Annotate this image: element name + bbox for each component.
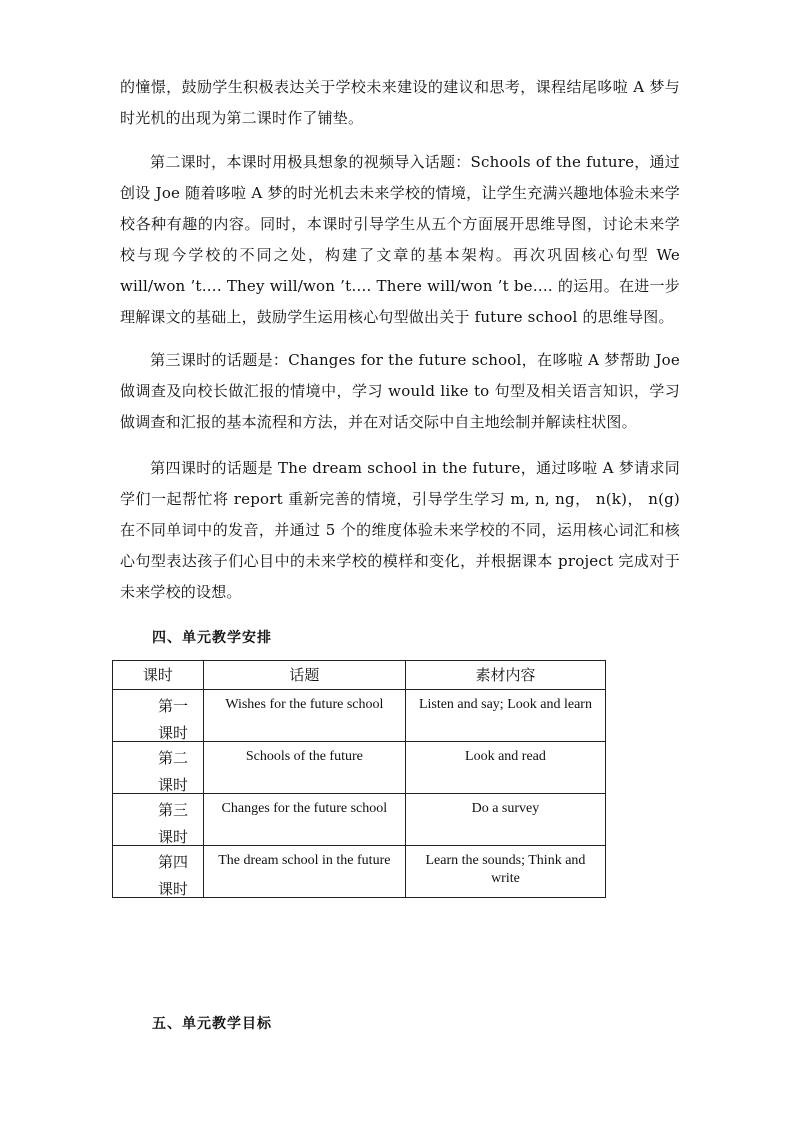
material-text: Look and read <box>465 749 546 764</box>
paragraph-intro-continuation <box>120 72 680 134</box>
table-row <box>113 846 606 898</box>
paragraph-text: 第三课时的话题是：Changes for the future school，在哆啦 A 梦帮助 Joe 做调查及向校长做汇报的情境中，学习 would like to 句型及相关语言知识，学习做调查和汇报的基本流程和方法，并在对话交际中自主地绘制并解读柱状图。 <box>120 351 680 431</box>
paragraph-lesson-two <box>120 147 680 333</box>
lesson-label: 第四课时 <box>158 853 189 898</box>
material-text: Listen and say; Look and learn <box>418 697 592 712</box>
cell-material <box>405 690 605 742</box>
cell-topic <box>203 794 405 846</box>
topic-text: Changes for the future school <box>221 801 388 816</box>
cell-topic <box>203 690 405 742</box>
material-text: Do a survey <box>471 801 540 816</box>
cell-material <box>405 742 605 794</box>
lesson-label: 第二课时 <box>158 749 189 794</box>
table-row <box>113 742 606 794</box>
table-row <box>113 690 606 742</box>
section-heading-schedule: 四、单元教学安排 <box>152 630 272 646</box>
paragraph-text: 的憧憬，鼓励学生积极表达关于学校未来建设的建议和思考，课程结尾哆啦 A 梦与时光机的出现为第二课时作了铺垫。 <box>120 78 680 127</box>
lesson-label: 第三课时 <box>158 801 189 846</box>
header-lesson: 课时 <box>113 661 204 690</box>
material-text: Learn the sounds; Think and write <box>425 853 586 886</box>
topic-text: Wishes for the future school <box>225 697 384 712</box>
cell-lesson <box>113 742 204 794</box>
cell-topic <box>203 742 405 794</box>
table-row <box>113 794 606 846</box>
paragraph-text: 第二课时，本课时用极具想象的视频导入话题：Schools of the future，通过创设 Joe 随着哆啦 A 梦的时光机去未来学校的情境，让学生充满兴趣地体验未来学校各种有趣的内容。同时，本课时引导学生从五个方面展开思维导图，讨论未来学校与现今学校的不同之处，构建了文章的基本架构。再次巩固核心句型 We will/won ’t…. They will/won ’t…. There will/won ’t be…. 的运用。在进一步理解课文的基础上，鼓励学生运用核心句型做出关于 future school 的思维导图。 <box>120 153 680 326</box>
topic-text: The dream school in the future <box>218 853 391 868</box>
table-header-row <box>113 661 606 690</box>
lesson-label: 第一课时 <box>158 697 189 742</box>
cell-topic <box>203 846 405 898</box>
cell-lesson <box>113 846 204 898</box>
paragraph-lesson-three <box>120 345 680 438</box>
schedule-table <box>112 660 606 898</box>
cell-material <box>405 846 605 898</box>
cell-lesson <box>113 690 204 742</box>
cell-lesson <box>113 794 204 846</box>
topic-text: Schools of the future <box>245 749 363 764</box>
paragraph-lesson-four <box>120 453 680 608</box>
paragraph-text: 第四课时的话题是 The dream school in the future，通过哆啦 A 梦请求同学们一起帮忙将 report 重新完善的情境，引导学生学习 m, n, ng， n(k)， n(g) 在不同单词中的发音，并通过 5 个的维度体验未来学校的不同，运用核心词汇和核心句型表达孩子们心目中的未来学校的模样和变化，并根据课本 project 完成对于未来学校的设想。 <box>120 459 680 601</box>
section-heading-objectives: 五、单元教学目标 <box>152 1016 272 1032</box>
header-material: 素材内容 <box>405 661 605 690</box>
cell-material <box>405 794 605 846</box>
header-topic: 话题 <box>203 661 405 690</box>
